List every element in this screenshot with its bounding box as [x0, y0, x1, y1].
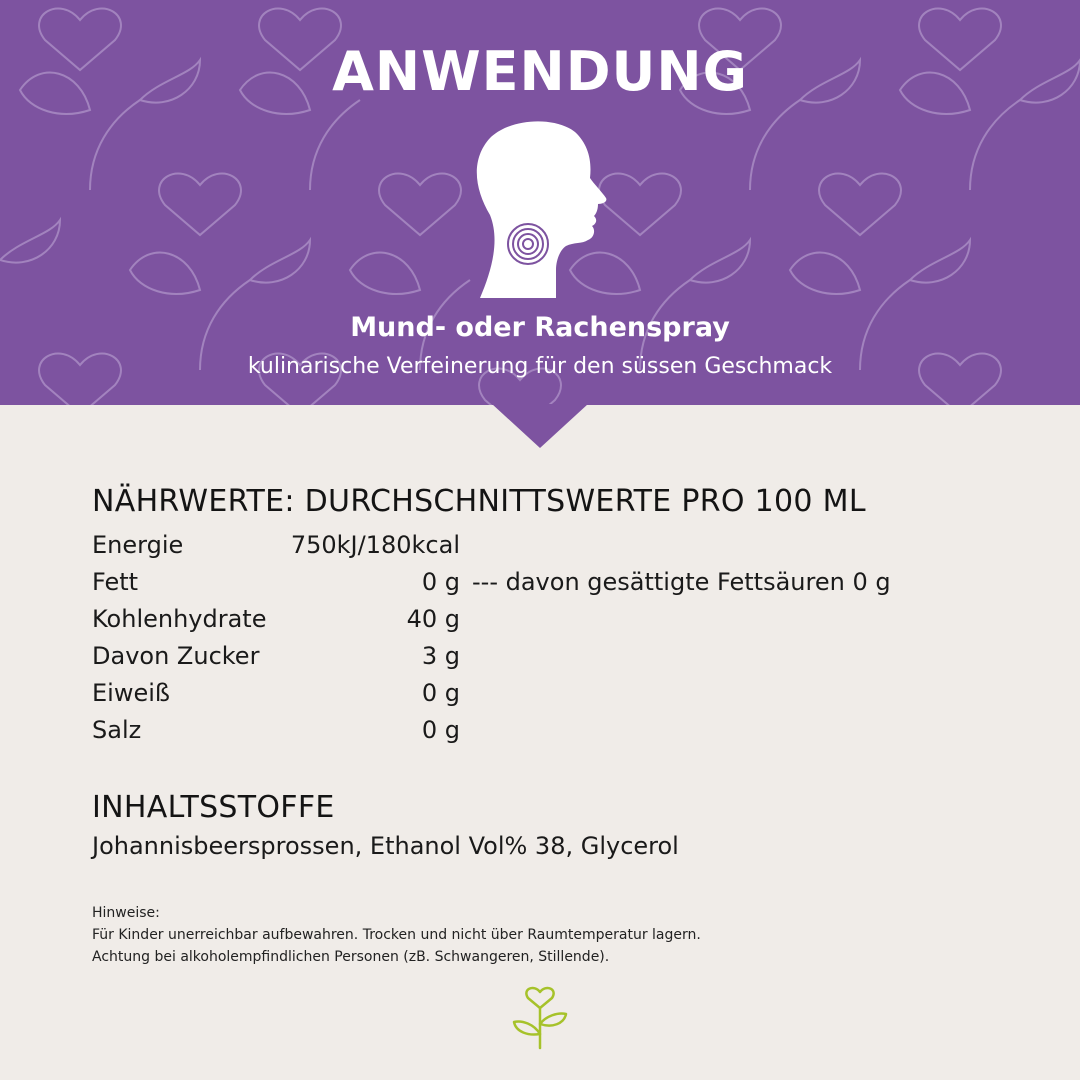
- usage-description: kulinarische Verfeinerung für den süssen Geschmack: [247, 354, 833, 379]
- usage-subtitle: Mund- oder Rachenspray: [350, 312, 730, 343]
- nutrition-value: 3 g: [421, 642, 460, 670]
- nutrition-value: 750kJ/180kcal: [290, 531, 460, 559]
- heart-sprout-icon: [508, 980, 572, 1052]
- hints-line: Achtung bei alkoholempfindlichen Personen (zB. Schwangeren, Stillende).: [92, 949, 610, 965]
- nutrition-value: 40 g: [406, 605, 460, 633]
- nutrition-label: Fett: [92, 568, 139, 596]
- nutrition-label: Eiweiß: [92, 679, 171, 707]
- hints-block: [92, 902, 701, 968]
- nutrition-label: Kohlenhydrate: [92, 605, 267, 633]
- nutrition-label: Energie: [92, 531, 184, 559]
- hints-heading: Hinweise:: [92, 905, 160, 921]
- nutrition-value: 0 g: [421, 568, 460, 596]
- nutrition-note: --- davon gesättigte Fettsäuren 0 g: [472, 568, 891, 596]
- nutrition-value: 0 g: [421, 679, 460, 707]
- nutrition-value: 0 g: [421, 716, 460, 744]
- head-throat-icon: [470, 120, 610, 300]
- nutrition-label: Salz: [92, 716, 142, 744]
- hints-line: Für Kinder unerreichbar aufbewahren. Trocken und nicht über Raumtemperatur lagern.: [92, 927, 701, 943]
- nutrition-label: Davon Zucker: [92, 642, 260, 670]
- ingredients-title: INHALTSSTOFFE: [92, 790, 335, 825]
- nutrition-title: NÄHRWERTE: DURCHSCHNITTSWERTE PRO 100 ML: [92, 484, 866, 519]
- ingredients-text: Johannisbeersprossen, Ethanol Vol% 38, Glycerol: [92, 832, 679, 860]
- header-banner: [0, 0, 1080, 405]
- banner-pointer: [492, 404, 588, 448]
- page-title: ANWENDUNG: [332, 40, 748, 103]
